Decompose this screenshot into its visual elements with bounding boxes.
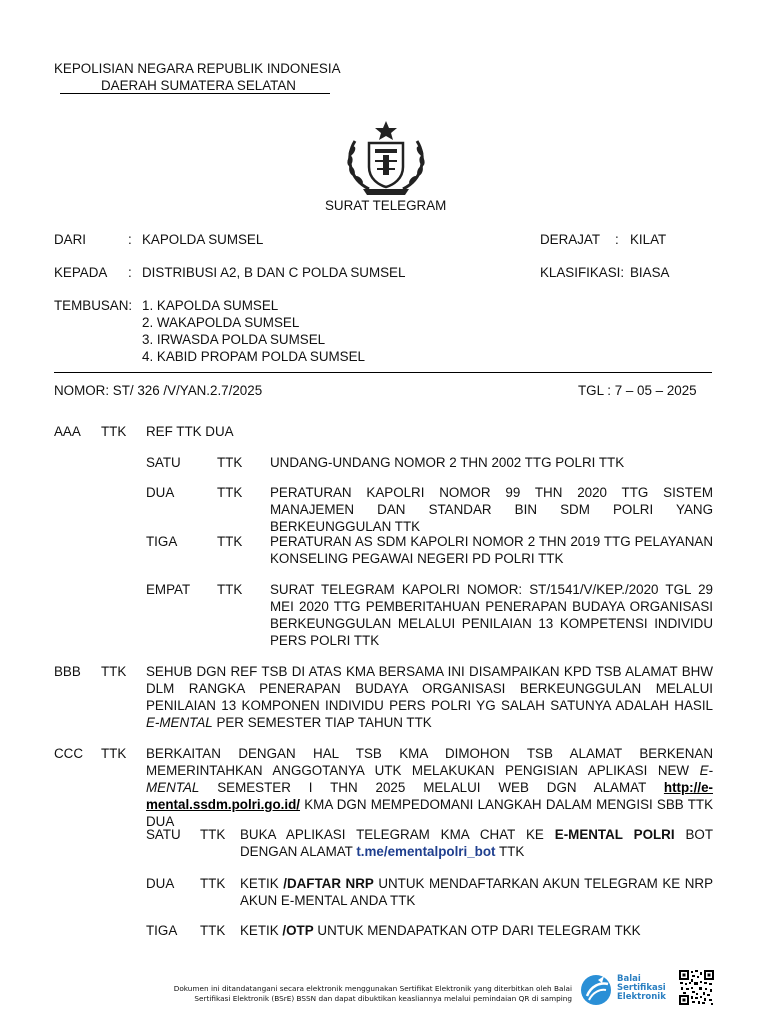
- derajat-label: DERAJAT: [540, 232, 601, 247]
- agency-name: KEPOLISIAN NEGARA REPUBLIK INDONESIA: [54, 61, 341, 76]
- tembusan-item: 3. IRWASDA POLDA SUMSEL: [142, 332, 326, 347]
- document-date: TGL : 7 – 05 – 2025: [578, 383, 697, 398]
- esign-notice: [140, 984, 572, 1004]
- ref-ttk: TTK: [217, 455, 243, 470]
- step-ttk: TTK: [200, 827, 226, 842]
- tembusan-label: TEMBUSAN:: [54, 298, 133, 313]
- ccc-text-2: SEMESTER I THN 2025 MELALUI WEB DGN ALAMAT: [199, 780, 664, 795]
- ref-num: DUA: [146, 485, 175, 500]
- bsre-logo-icon: [578, 972, 616, 1008]
- step-text-pre: KETIK: [240, 923, 283, 938]
- step-num: TIGA: [146, 923, 178, 938]
- step-text: [240, 826, 713, 860]
- step-text-mid: UNTUK MENDAPATKAN OTP DARI TELEGRAM TKK: [313, 923, 641, 938]
- step-bold: /DAFTAR NRP: [283, 876, 374, 891]
- bsre-name: [617, 975, 666, 1002]
- document-type: SURAT TELEGRAM: [325, 198, 447, 213]
- bsre-name-line: Sertifikasi: [617, 983, 666, 993]
- kepada-colon: :: [128, 265, 132, 280]
- header-divider: [54, 372, 712, 373]
- kepada-value: DISTRIBUSI A2, B DAN C POLDA SUMSEL: [142, 265, 406, 280]
- esign-notice-line2: Sertifikasi Elektronik (BSrE) BSSN dan dapat dibuktikan keasliannya melalui pemindaian QR di samping: [194, 994, 572, 1003]
- dari-colon: :: [128, 232, 132, 247]
- ref-text: UNDANG-UNDANG NOMOR 2 THN 2002 TTG POLRI TTK: [270, 455, 625, 470]
- section-ccc-label: CCC: [54, 746, 84, 761]
- step-bold: /OTP: [282, 923, 314, 938]
- step-text-mid: UNTUK MENDAFTARKAN AKUN TELEGRAM KE NRP AKUN E-MENTAL ANDA TTK: [240, 876, 713, 908]
- ccc-emental-italic: E-MENTAL: [146, 763, 713, 795]
- polri-emblem-icon: [339, 119, 433, 197]
- ccc-text-1: BERKAITAN DENGAN HAL TSB KMA DIMOHON TSB ALAMAT BERKENAN MEMERINTAHKAN ANGGOTANYA UTK MELAKUKAN PENGISIAN APLIKASI NEW: [146, 746, 713, 778]
- qr-code-icon[interactable]: [679, 970, 714, 1005]
- tembusan-item: 4. KABID PROPAM POLDA SUMSEL: [142, 349, 365, 364]
- emental-web-link[interactable]: http://e-mental.ssdm.polri.go.id/: [146, 780, 713, 812]
- region-name: DAERAH SUMATERA SELATAN: [101, 78, 296, 93]
- ref-ttk: TTK: [217, 534, 243, 549]
- telegram-bot-link[interactable]: t.me/ementalpolri_bot: [356, 844, 496, 859]
- bbb-tail: PER SEMESTER TIAP TAHUN TTK: [212, 715, 432, 730]
- ref-ttk: TTK: [217, 485, 243, 500]
- document-number: NOMOR: ST/ 326 /V/YAN.2.7/2025: [54, 383, 263, 398]
- step-text-pre: KETIK: [240, 876, 284, 891]
- section-bbb-ttk: TTK: [101, 664, 127, 679]
- section-bbb-label: BBB: [54, 664, 81, 679]
- ref-text: PERATURAN KAPOLRI NOMOR 99 THN 2020 TTG SISTEM MANAJEMEN DAN STANDAR BIN SDM POLRI YANG BERKEUNGGULAN TTK: [270, 485, 713, 534]
- step-text-pre: BUKA APLIKASI TELEGRAM KMA CHAT KE: [240, 827, 555, 842]
- section-aaa-text: REF TTK DUA: [146, 424, 234, 439]
- kepada-label: KEPADA: [54, 265, 108, 280]
- header-underline: [60, 93, 330, 94]
- ref-text: SURAT TELEGRAM KAPOLRI NOMOR: ST/1541/V/KEP./2020 TGL 29 MEI 2020 TTG PEMBERITAHUAN PENERAPAN BUDAYA ORGANISASI BERKEUNGGULAN MELALUI PENILAIAN 13 KOMPETENSI INDIVIDU PERS POLRI TTK: [270, 582, 713, 648]
- bsre-name-line: Balai: [617, 974, 641, 984]
- klasifikasi-label: KLASIFIKASI:: [540, 265, 625, 280]
- step-bold: E-MENTAL POLRI: [554, 827, 675, 842]
- dari-label: DARI: [54, 232, 86, 247]
- step-num: SATU: [146, 827, 181, 842]
- bbb-emental-italic: E-MENTAL: [146, 715, 213, 730]
- ref-num: SATU: [146, 455, 181, 470]
- tembusan-list: [142, 297, 365, 365]
- ref-num: EMPAT: [146, 582, 191, 597]
- section-aaa-ttk: TTK: [101, 424, 127, 439]
- dari-value: KAPOLDA SUMSEL: [142, 232, 264, 247]
- step-text: [240, 922, 713, 939]
- ref-num: TIGA: [146, 534, 178, 549]
- step-num: DUA: [146, 876, 175, 891]
- derajat-colon: :: [615, 232, 619, 247]
- ccc-text-3: KMA DGN MEMPEDOMANI LANGKAH DALAM MENGISI SBB TTK DUA: [146, 797, 713, 829]
- step-ttk: TTK: [200, 923, 226, 938]
- bbb-text: SEHUB DGN REF TSB DI ATAS KMA BERSAMA INI DISAMPAIKAN KPD TSB ALAMAT BHW DLM RANGKA PENERAPAN BUDAYA ORGANISASI BERKEUNGGULAN MELALUI PENILAIAN 13 KOMPONEN INDIVIDU PERS POLRI YG SALAH SATUNYA ADALAH HASIL: [146, 664, 713, 713]
- derajat-value: KILAT: [630, 232, 667, 247]
- klasifikasi-value: BIASA: [630, 265, 670, 280]
- tembusan-item: 2. WAKAPOLDA SUMSEL: [142, 315, 300, 330]
- section-ccc-ttk: TTK: [101, 746, 127, 761]
- step-text: [240, 875, 713, 909]
- step-ttk: TTK: [200, 876, 226, 891]
- ref-ttk: TTK: [217, 582, 243, 597]
- step-text-mid: BOT DENGAN ALAMAT: [240, 827, 714, 859]
- ref-text: PERATURAN AS SDM KAPOLRI NOMOR 2 THN 2019 TTG PELAYANAN KONSELING PEGAWAI NEGERI PD POLRI TTK: [270, 534, 713, 566]
- section-ccc-text: [146, 745, 713, 830]
- bsre-name-line: Elektronik: [617, 992, 666, 1002]
- tembusan-item: 1. KAPOLDA SUMSEL: [142, 298, 279, 313]
- esign-notice-line1: Dokumen ini ditandatangani secara elektronik menggunakan Sertifikat Elektronik yang diterbitkan oleh Balai: [173, 984, 572, 993]
- section-bbb-text: [146, 663, 713, 731]
- section-aaa-label: AAA: [54, 424, 81, 439]
- step-text-post: TTK: [495, 844, 525, 859]
